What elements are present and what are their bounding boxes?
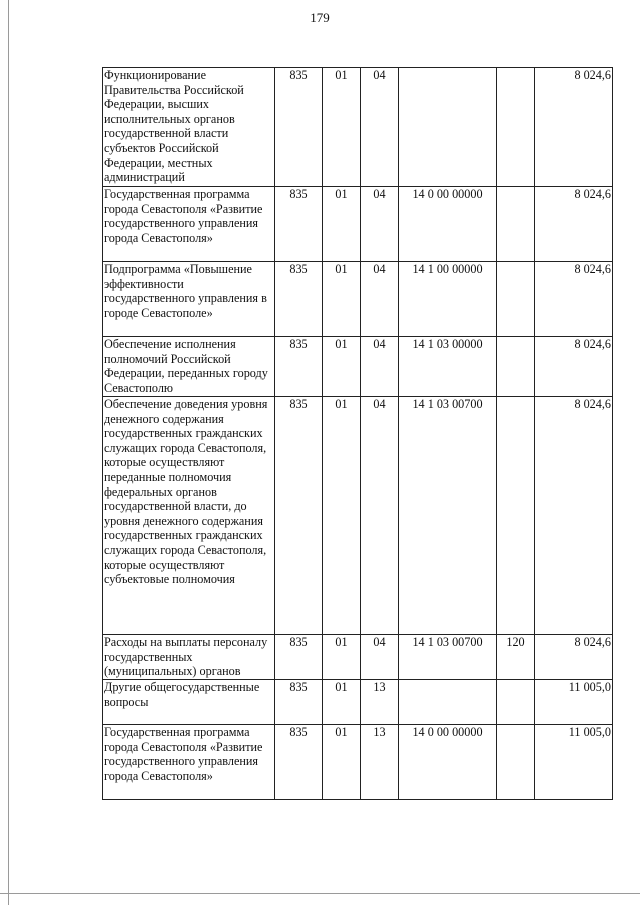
table-row: [103, 68, 613, 187]
row-expense-type-code: [497, 187, 535, 262]
row-grbs-code: 835: [275, 725, 323, 800]
table-row: [103, 725, 613, 800]
row-name: Государственная программа города Севастополя «Развитие государственного управления города Севастополя»: [103, 725, 275, 800]
row-target-code: 14 0 00 00000: [399, 725, 497, 800]
row-grbs-code: 835: [275, 187, 323, 262]
row-section-code: 01: [323, 680, 361, 725]
row-grbs-code: 835: [275, 68, 323, 187]
row-amount: 8 024,6: [535, 68, 613, 187]
row-subsection-code: 04: [361, 635, 399, 680]
row-target-code: 14 1 03 00000: [399, 337, 497, 397]
row-grbs-code: 835: [275, 397, 323, 635]
table-row: [103, 262, 613, 337]
row-subsection-code: 04: [361, 187, 399, 262]
row-amount: 8 024,6: [535, 337, 613, 397]
row-amount: 8 024,6: [535, 397, 613, 635]
row-name: Расходы на выплаты персоналу государственных (муниципальных) органов: [103, 635, 275, 680]
row-expense-type-code: [497, 262, 535, 337]
row-subsection-code: 04: [361, 337, 399, 397]
row-name: Обеспечение исполнения полномочий Российской Федерации, переданных городу Севастополю: [103, 337, 275, 397]
row-amount: 11 005,0: [535, 725, 613, 800]
table-row: [103, 680, 613, 725]
row-name: Государственная программа города Севастополя «Развитие государственного управления города Севастополя»: [103, 187, 275, 262]
row-target-code: 14 0 00 00000: [399, 187, 497, 262]
budget-table: [102, 67, 613, 800]
row-name: Подпрограмма «Повышение эффективности государственного управления в городе Севастополе»: [103, 262, 275, 337]
row-name: Другие общегосударственные вопросы: [103, 680, 275, 725]
row-amount: 8 024,6: [535, 187, 613, 262]
row-section-code: 01: [323, 68, 361, 187]
table-row: [103, 187, 613, 262]
row-target-code: [399, 68, 497, 187]
row-expense-type-code: [497, 337, 535, 397]
scan-edge-left: [8, 0, 9, 905]
row-expense-type-code: [497, 725, 535, 800]
row-grbs-code: 835: [275, 635, 323, 680]
row-grbs-code: 835: [275, 262, 323, 337]
row-amount: 8 024,6: [535, 262, 613, 337]
row-section-code: 01: [323, 725, 361, 800]
row-subsection-code: 04: [361, 397, 399, 635]
row-expense-type-code: [497, 397, 535, 635]
row-expense-type-code: 120: [497, 635, 535, 680]
scan-edge-bottom: [0, 893, 640, 894]
row-expense-type-code: [497, 680, 535, 725]
row-target-code: [399, 680, 497, 725]
page-number: 179: [310, 10, 330, 25]
row-amount: 8 024,6: [535, 635, 613, 680]
row-section-code: 01: [323, 397, 361, 635]
table-row: [103, 397, 613, 635]
row-section-code: 01: [323, 187, 361, 262]
row-section-code: 01: [323, 337, 361, 397]
row-section-code: 01: [323, 262, 361, 337]
row-target-code: 14 1 03 00700: [399, 635, 497, 680]
row-section-code: 01: [323, 635, 361, 680]
row-target-code: 14 1 00 00000: [399, 262, 497, 337]
table-row: [103, 337, 613, 397]
row-grbs-code: 835: [275, 337, 323, 397]
row-subsection-code: 13: [361, 680, 399, 725]
row-target-code: 14 1 03 00700: [399, 397, 497, 635]
row-subsection-code: 04: [361, 262, 399, 337]
row-expense-type-code: [497, 68, 535, 187]
table-row: [103, 635, 613, 680]
row-name: Функционирование Правительства Российской Федерации, высших исполнительных органов государственной власти субъектов Российской Федерации, местных администраций: [103, 68, 275, 187]
row-amount: 11 005,0: [535, 680, 613, 725]
row-name: Обеспечение доведения уровня денежного содержания государственных гражданских служащих города Севастополя, которые осуществляют переданные полномочия федеральных органов государственной власти, до уровня денежного содержания государственных гражданских служащих города Севастополя, которые осуществляют субъектовые полномочия: [103, 397, 275, 635]
row-subsection-code: 04: [361, 68, 399, 187]
row-grbs-code: 835: [275, 680, 323, 725]
row-subsection-code: 13: [361, 725, 399, 800]
